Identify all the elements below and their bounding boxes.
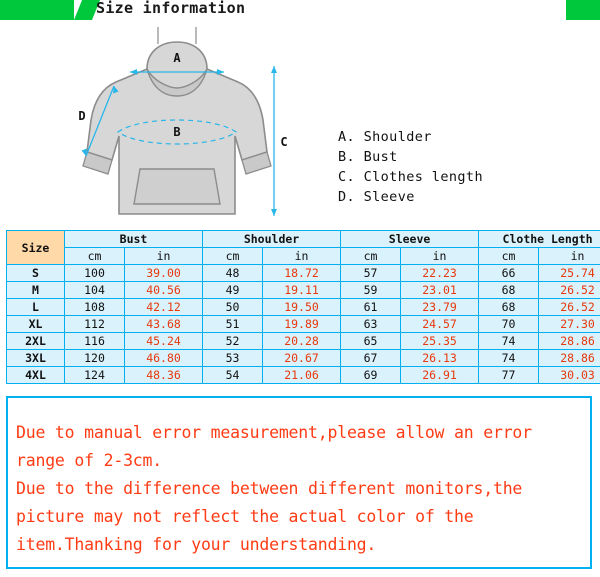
row-size: 3XL bbox=[7, 350, 65, 367]
cell-length-in: 30.03 bbox=[539, 367, 600, 384]
cell-sleeve-in: 26.91 bbox=[401, 367, 479, 384]
cell-length-in: 25.74 bbox=[539, 265, 600, 282]
cell-shoulder-cm: 51 bbox=[203, 316, 263, 333]
cell-bust-in: 48.36 bbox=[125, 367, 203, 384]
unit-bust-cm: cm bbox=[65, 248, 125, 265]
cell-sleeve-cm: 57 bbox=[341, 265, 401, 282]
cell-length-in: 27.30 bbox=[539, 316, 600, 333]
cell-length-cm: 74 bbox=[479, 333, 539, 350]
notice-line-4: picture may not reflect the actual color of the bbox=[16, 507, 474, 526]
cell-sleeve-in: 22.23 bbox=[401, 265, 479, 282]
table-row bbox=[7, 265, 600, 282]
unit-length-in: in bbox=[539, 248, 600, 265]
cell-bust-cm: 120 bbox=[65, 350, 125, 367]
cell-length-in: 28.86 bbox=[539, 333, 600, 350]
cell-length-cm: 70 bbox=[479, 316, 539, 333]
cell-shoulder-in: 21.06 bbox=[263, 367, 341, 384]
notice-line-1: Due to manual error measurement,please allow an error bbox=[16, 423, 532, 442]
notice-box bbox=[6, 396, 592, 569]
cell-shoulder-in: 18.72 bbox=[263, 265, 341, 282]
notice-line-5: item.Thanking for your understanding. bbox=[16, 535, 377, 554]
table-row bbox=[7, 333, 600, 350]
cell-bust-in: 39.00 bbox=[125, 265, 203, 282]
legend-item-sleeve: D. Sleeve bbox=[338, 189, 415, 205]
cell-length-cm: 68 bbox=[479, 299, 539, 316]
cell-length-cm: 77 bbox=[479, 367, 539, 384]
cell-sleeve-cm: 69 bbox=[341, 367, 401, 384]
cell-shoulder-cm: 49 bbox=[203, 282, 263, 299]
table-row bbox=[7, 299, 600, 316]
cell-length-cm: 66 bbox=[479, 265, 539, 282]
header-group-clothe-length: Clothe Length bbox=[479, 231, 600, 248]
cell-bust-cm: 116 bbox=[65, 333, 125, 350]
cell-sleeve-in: 25.35 bbox=[401, 333, 479, 350]
cell-shoulder-cm: 53 bbox=[203, 350, 263, 367]
diagram-label-b: B bbox=[173, 125, 181, 139]
cell-sleeve-in: 23.01 bbox=[401, 282, 479, 299]
cell-length-in: 26.52 bbox=[539, 299, 600, 316]
cell-shoulder-cm: 54 bbox=[203, 367, 263, 384]
unit-shoulder-in: in bbox=[263, 248, 341, 265]
row-size: 4XL bbox=[7, 367, 65, 384]
cell-sleeve-in: 26.13 bbox=[401, 350, 479, 367]
cell-shoulder-in: 19.50 bbox=[263, 299, 341, 316]
table-group-header-row bbox=[7, 231, 600, 248]
table-unit-header-row bbox=[7, 248, 600, 265]
table-row bbox=[7, 316, 600, 333]
header-group-bust: Bust bbox=[65, 231, 203, 248]
cell-length-in: 26.52 bbox=[539, 282, 600, 299]
header-banner bbox=[0, 0, 600, 22]
legend-item-bust: B. Bust bbox=[338, 149, 398, 165]
unit-shoulder-cm: cm bbox=[203, 248, 263, 265]
table-row bbox=[7, 350, 600, 367]
cell-bust-in: 45.24 bbox=[125, 333, 203, 350]
row-size: M bbox=[7, 282, 65, 299]
cell-sleeve-cm: 67 bbox=[341, 350, 401, 367]
header-green-block-right bbox=[566, 0, 600, 20]
cell-shoulder-in: 19.89 bbox=[263, 316, 341, 333]
hoodie-diagram bbox=[52, 24, 312, 229]
cell-bust-cm: 104 bbox=[65, 282, 125, 299]
page-title: Size information bbox=[96, 0, 246, 17]
cell-shoulder-cm: 48 bbox=[203, 265, 263, 282]
legend-item-clothes-length: C. Clothes length bbox=[338, 169, 483, 185]
cell-shoulder-cm: 52 bbox=[203, 333, 263, 350]
row-size: 2XL bbox=[7, 333, 65, 350]
cell-bust-in: 43.68 bbox=[125, 316, 203, 333]
unit-bust-in: in bbox=[125, 248, 203, 265]
cell-length-cm: 68 bbox=[479, 282, 539, 299]
cell-length-in: 28.86 bbox=[539, 350, 600, 367]
row-size: L bbox=[7, 299, 65, 316]
diagram-label-d: D bbox=[78, 109, 86, 123]
diagram-label-c: C bbox=[280, 135, 288, 149]
unit-sleeve-in: in bbox=[401, 248, 479, 265]
table-row bbox=[7, 282, 600, 299]
row-size: S bbox=[7, 265, 65, 282]
cell-sleeve-cm: 61 bbox=[341, 299, 401, 316]
size-table-wrapper bbox=[6, 230, 594, 384]
header-size: Size bbox=[7, 231, 65, 265]
cell-sleeve-cm: 63 bbox=[341, 316, 401, 333]
size-table bbox=[6, 230, 600, 384]
cell-shoulder-in: 19.11 bbox=[263, 282, 341, 299]
cell-bust-in: 40.56 bbox=[125, 282, 203, 299]
cell-sleeve-in: 23.79 bbox=[401, 299, 479, 316]
cell-bust-in: 46.80 bbox=[125, 350, 203, 367]
cell-bust-cm: 100 bbox=[65, 265, 125, 282]
cell-shoulder-in: 20.28 bbox=[263, 333, 341, 350]
cell-sleeve-cm: 65 bbox=[341, 333, 401, 350]
notice-line-2: range of 2-3cm. bbox=[16, 451, 163, 470]
legend-list bbox=[338, 127, 483, 207]
header-group-shoulder: Shoulder bbox=[203, 231, 341, 248]
cell-shoulder-in: 20.67 bbox=[263, 350, 341, 367]
pocket-shape bbox=[134, 169, 220, 204]
cell-sleeve-in: 24.57 bbox=[401, 316, 479, 333]
cell-bust-cm: 108 bbox=[65, 299, 125, 316]
cell-sleeve-cm: 59 bbox=[341, 282, 401, 299]
header-group-sleeve: Sleeve bbox=[341, 231, 479, 248]
unit-sleeve-cm: cm bbox=[341, 248, 401, 265]
cell-bust-cm: 112 bbox=[65, 316, 125, 333]
table-row bbox=[7, 367, 600, 384]
row-size: XL bbox=[7, 316, 65, 333]
cell-shoulder-cm: 50 bbox=[203, 299, 263, 316]
unit-length-cm: cm bbox=[479, 248, 539, 265]
header-green-block-left bbox=[0, 0, 74, 20]
diagram-label-a: A bbox=[173, 51, 181, 65]
cell-bust-cm: 124 bbox=[65, 367, 125, 384]
illustration-area bbox=[0, 22, 600, 230]
cell-bust-in: 42.12 bbox=[125, 299, 203, 316]
notice-line-3: Due to the difference between different monitors,the bbox=[16, 479, 523, 498]
cell-length-cm: 74 bbox=[479, 350, 539, 367]
legend-item-shoulder: A. Shoulder bbox=[338, 129, 432, 145]
